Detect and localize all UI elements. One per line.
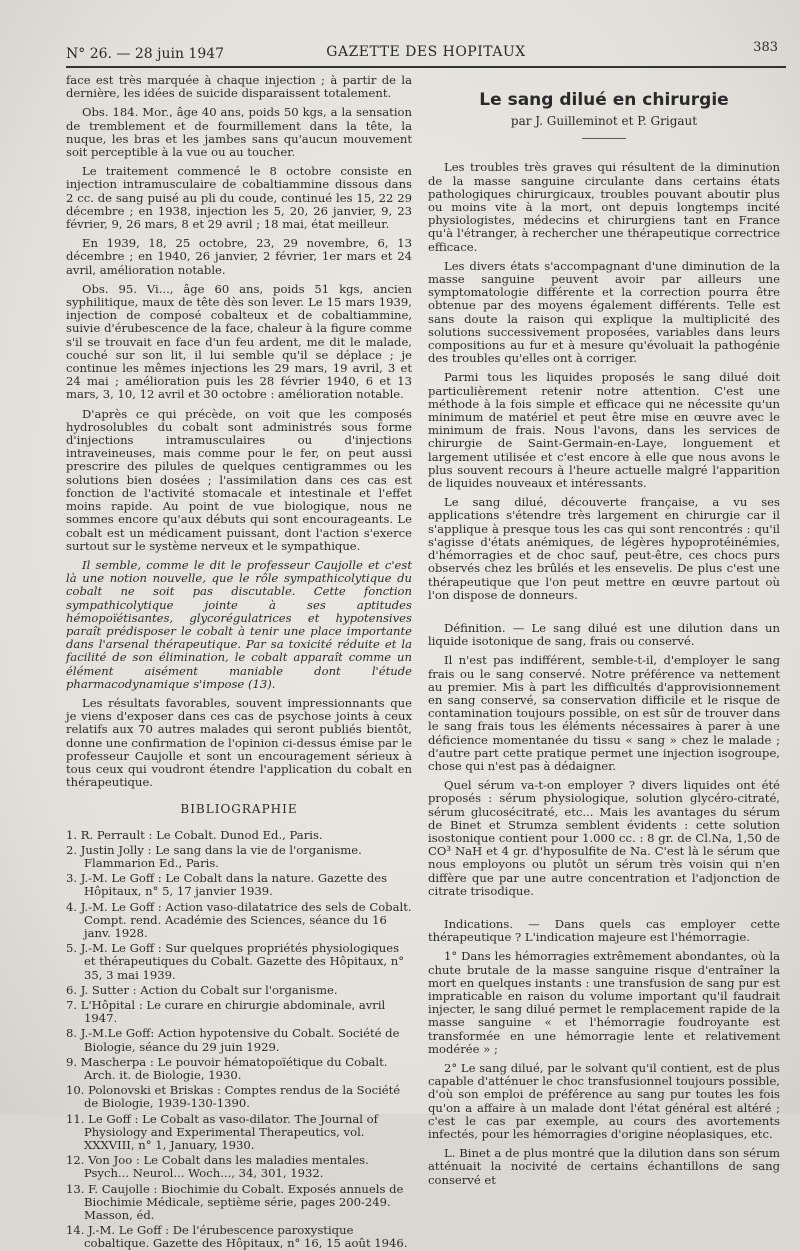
section-gap [428,608,780,622]
right-column [428,74,780,1187]
title-divider [582,138,626,139]
paragraph: Les troubles très graves qui résultent de la diminution de la masse sanguine circulante dans certains états pathologiques chirurgicaux, troubles pouvant aboutir plus ou moins vite à la mort, ont depuis longtemps incité physiologistes, médecins et chirurgiens tant en France qu'à l'étranger, à rechercher une thérapeutique correctrice efficace. [428,160,780,254]
bibliography-item: 4. J.-M. Le Goff : Action vaso-dilatatrice des sels de Cobalt. Compt. rend. Académie des Sciences, séance du 16 janv. 1928. [66,899,412,940]
paragraph: L. Binet a de plus montré que la dilution dans son sérum atténuait la nocivité de certains échantillons de sang conservé et [428,1146,780,1187]
article-authors: par J. Guilleminot et P. Grigaut [510,114,698,129]
paragraph: Il semble, comme le dit le professeur Caujolle et c'est là une notion nouvelle, que le rôle sympathicolytique du cobalt ne soit pas discutable. Cette fonction sympathicolytique jointe à ses aptitudes hémopoïétisantes, glycorégulatrices et hypotensives paraît prédisposer le cobalt à tenir une place importante dans l'arsenal thérapeutique. Par sa toxicité réduite et la facilité de son élimination, le cobalt apparaît comme un élément aisément maniable dont l'étude pharmacodynamique s'impose (13). [66,557,412,691]
bibliography-item: 14. J.-M. Le Goff : De l'érubescence paroxystique cobaltique. Gazette des Hôpitaux, n° 16, 15 août 1946. [66,1223,408,1251]
section-gap [428,904,780,918]
article-title: Le sang dilué en chirurgie [479,90,729,110]
bibliography-item: 5. J.-M. Le Goff : Sur quelques propriétés physiologiques et thérapeutiques du Cobalt. Gazette des Hôpitaux, n° 35, 3 mai 1939. [66,941,404,982]
bibliography-item: 6. J. Sutter : Action du Cobalt sur l'organisme. [66,982,338,997]
bibliography-list [66,829,412,1251]
paragraph: Obs. 95. Vi..., âge 60 ans, poids 51 kgs, ancien syphilitique, maux de tête dès son lever. Le 15 mars 1939, injection de composé cobalteux et de cobaltiammine, suivie d'érubescence de la face, chaleur à la figure comme s'il se trouvait en face d'un feu ardent, me dit le malade, couché sur son lit, il lui semble qu'il se déplace ; je continue les mêmes injections les 29 mars, 19 avril, 3 et 24 mai ; amélioration puis les 28 février 1940, 6 et 13 mars, 3, 10, 12 avril et 30 octobre : amélioration notable. [66,281,412,402]
paragraph: Les résultats favorables, souvent impressionnants que je viens d'exposer dans ces cas de psychose joints à ceux relatifs aux 70 autres malades qui seront publiés bientôt, donne une confirmation de l'opinion ci-dessus émise par le professeur Caujolle et sont un encouragement sérieux à tous ceux qui voudront étendre l'application du cobalt en thérapeutique. [66,695,412,790]
paragraph: Il n'est pas indifférent, semble-t-il, d'employer le sang frais ou le sang conservé. Notre préférence va nettement au premier. Mis à part les difficultés d'approvisionnement en sang conservé, sa conservation difficile et le risque de contamination toujours possible, on est sûr de trouver dans le sang frais tous les éléments nécessaires à parer à une déficience momentanée du tissu « sang » chez le malade ; d'autre part cette pratique permet une injection isogroupe, chose qui n'est pas à dédaigner. [428,653,780,773]
bibliography-item: 11. Le Goff : Le Cobalt as vaso-dilator. The Journal of Physiology and Experimental Therapeutics, vol. XXXVIII, n° 1, January, 1930. [66,1111,378,1153]
paragraph: Les divers états s'accompagnant d'une diminution de la masse sanguine peuvent avoir par ailleurs une symptomatologie différente et la correction pourra être obtenue par des moyens également différents. Telle est sans doute la raison qui explique la multiplicité des solutions successivement proposées, variables dans leurs compositions au fur et à mesure qu'évoluait la pathogénie des troubles qu'elles ont à corriger. [428,258,780,366]
paragraph: D'après ce qui précède, on voit que les composés hydrosolubles du cobalt sont administrés sous forme d'injections intramusculaires ou d'injections intraveineuses, mais comme pour le fer, on peut aussi prescrire des pilules de quelques centigrammes ou les solutions bien dosées ; l'assimilation dans ces cas est fonction de l'activité stomacale et intestinale et l'effet moins rapide. Au point de vue biologique, nous ne sommes encore qu'aux débuts qui sont encourageants. Le cobalt est un médicament puissant, dont l'action s'exerce surtout sur le système nerveux et le sympathique. [66,406,412,553]
paragraph: 1° Dans les hémorragies extrêmement abondantes, où la chute brutale de la masse sanguine risque d'entraîner la mort en quelques instants : une transfusion de sang pur est impraticable en raison du volume important qu'il faudrait injecter, le sang dilué permet le remplacement rapide de la masse sanguine « et l'hémorragie foudroyante est transformée en une hémorragie lente et relativement modérée » ; [428,949,780,1056]
journal-title: GAZETTE DES HOPITAUX [326,44,526,60]
bibliography-item: 8. J.-M.Le Goff: Action hypotensive du Cobalt. Société de Biologie, séance du 29 juin 1929. [66,1026,400,1054]
bibliography-item: 13. F. Caujolle : Biochimie du Cobalt. Exposés annuels de Biochimie Médicale, septième série, pages 200-249. Masson, éd. [66,1181,404,1223]
paragraph: Quel sérum va-t-on employer ? divers liquides ont été proposés : sérum physiologique, solution glycéro-citraté, sérum glucosécitraté, etc... Mais les avantages du sérum de Binet et Strumza semblent évidents : cette solution isostonique contient pour 1.000 cc. : 8 gr. de Cl.Na, 1,50 de CO³ NaH et 4 gr. d'hyposulfite de Na. C'est là le sérum que nous employons ou plutôt un sérum très voisin qui n'en diffère que par une autre concentration et l'adjonction de citrate trisodique. [428,778,780,898]
paragraph: 2° Le sang dilué, par le solvant qu'il contient, est de plus capable d'atténuer le choc transfusionnel toujours possible, d'où son emploi de préférence au sang pur toutes les fois qu'on a affaire à un malade dont l'état général est altéré ; c'est le cas par exemple, au cours des avortements infectés, pour les hémorragies d'origine néoplasiques, etc. [428,1061,780,1142]
page-number: 383 [753,40,778,55]
paragraph: Parmi tous les liquides proposés le sang dilué doit particulièrement retenir notre attention. C'est une méthode à la fois simple et efficace qui ne nécessite qu'un minimum de matériel et peut être mise en œuvre avec le minimum de frais. Nous l'avons, dans les services de chirurgie de Saint-Germain-en-Laye, longuement et largement utilisée et c'est encore à elle que nous avons le plus souvent recours à l'heure actuelle malgré l'apparition de liquides nouveaux et intéressants. [428,370,780,491]
bibliography-item: 1. R. Perrault : Le Cobalt. Dunod Ed., Paris. [66,827,323,842]
bibliography-item: 12. Von Joo : Le Cobalt dans les maladies mentales. Psych... Neurol... Woch..., 34, 301, 1932. [66,1153,369,1181]
bibliography-item: 10. Polonovski et Briskas : Comptes rendus de la Société de Biologie, 1939-130-1390. [66,1083,401,1111]
left-column [66,73,412,1251]
bibliography-item: 3. J.-M. Le Goff : Le Cobalt dans la nature. Gazette des Hôpitaux, n° 5, 17 janvier 1939. [66,871,388,899]
bibliography-item: 7. L'Hôpital : Le curare en chirurgie abdominale, avril 1947. [66,998,386,1026]
bibliography-item: 2. Justin Jolly : Le sang dans la vie de l'organisme. Flammarion Ed., Paris. [66,842,362,870]
bibliography-item: 9. Mascherpa : Le pouvoir hématopoïétique du Cobalt. Arch. it. de Biologie, 1930. [66,1054,388,1083]
paragraph: Le traitement commencé le 8 octobre consiste en injection intramusculaire de cobaltiammine dissous dans 2 cc. de sang puisé au pli du coude, continué les 15, 22 29 décembre ; en 1938, injection les 5, 20, 26 janvier, 9, 23 février, 9, 26 mars, 8 et 29 avril ; 18 mai, état meilleur. [66,164,412,232]
paragraph: Indications. — Dans quels cas employer cette thérapeutique ? L'indication majeure est l'hémorragie. [428,916,780,945]
paragraph: Le sang dilué, découverte française, a vu ses applications s'étendre très largement en chirurgie car il s'applique à presque tous les cas qui sont rencontrés : qu'il s'agisse d'états anémiques, de légères hypoprotéinémies, d'hémorragies et de choc sauf, peut-être, ces chocs purs observés chez les brûlés et les ensevelis. De plus c'est une thérapeutique que l'on peut mettre en œuvre partout où l'on dispose de donneurs. [428,495,780,602]
paragraph: Définition. — Le sang dilué est une dilution dans un liquide isotonique de sang, frais ou conservé. [428,620,780,649]
page-header [66,36,786,68]
bibliography-title: BIBLIOGRAPHIE [180,802,298,817]
paragraph: face est très marquée à chaque injection ; à partir de la dernière, les idées de suicide disparaissent totalement. [66,73,412,101]
paragraph: Obs. 184. Mor., âge 40 ans, poids 50 kgs, a la sensation de tremblement et de fourmillement dans la tête, la nuque, les bras et les jambes sans qu'aucun mouvement soit perceptible à la vue ou au toucher. [66,105,412,160]
paragraph: En 1939, 18, 25 octobre, 23, 29 novembre, 6, 13 décembre ; en 1940, 26 janvier, 2 février, 1er mars et 24 avril, amélioration notable. [66,236,412,277]
issue-date: N° 26. — 28 juin 1947 [66,46,225,62]
